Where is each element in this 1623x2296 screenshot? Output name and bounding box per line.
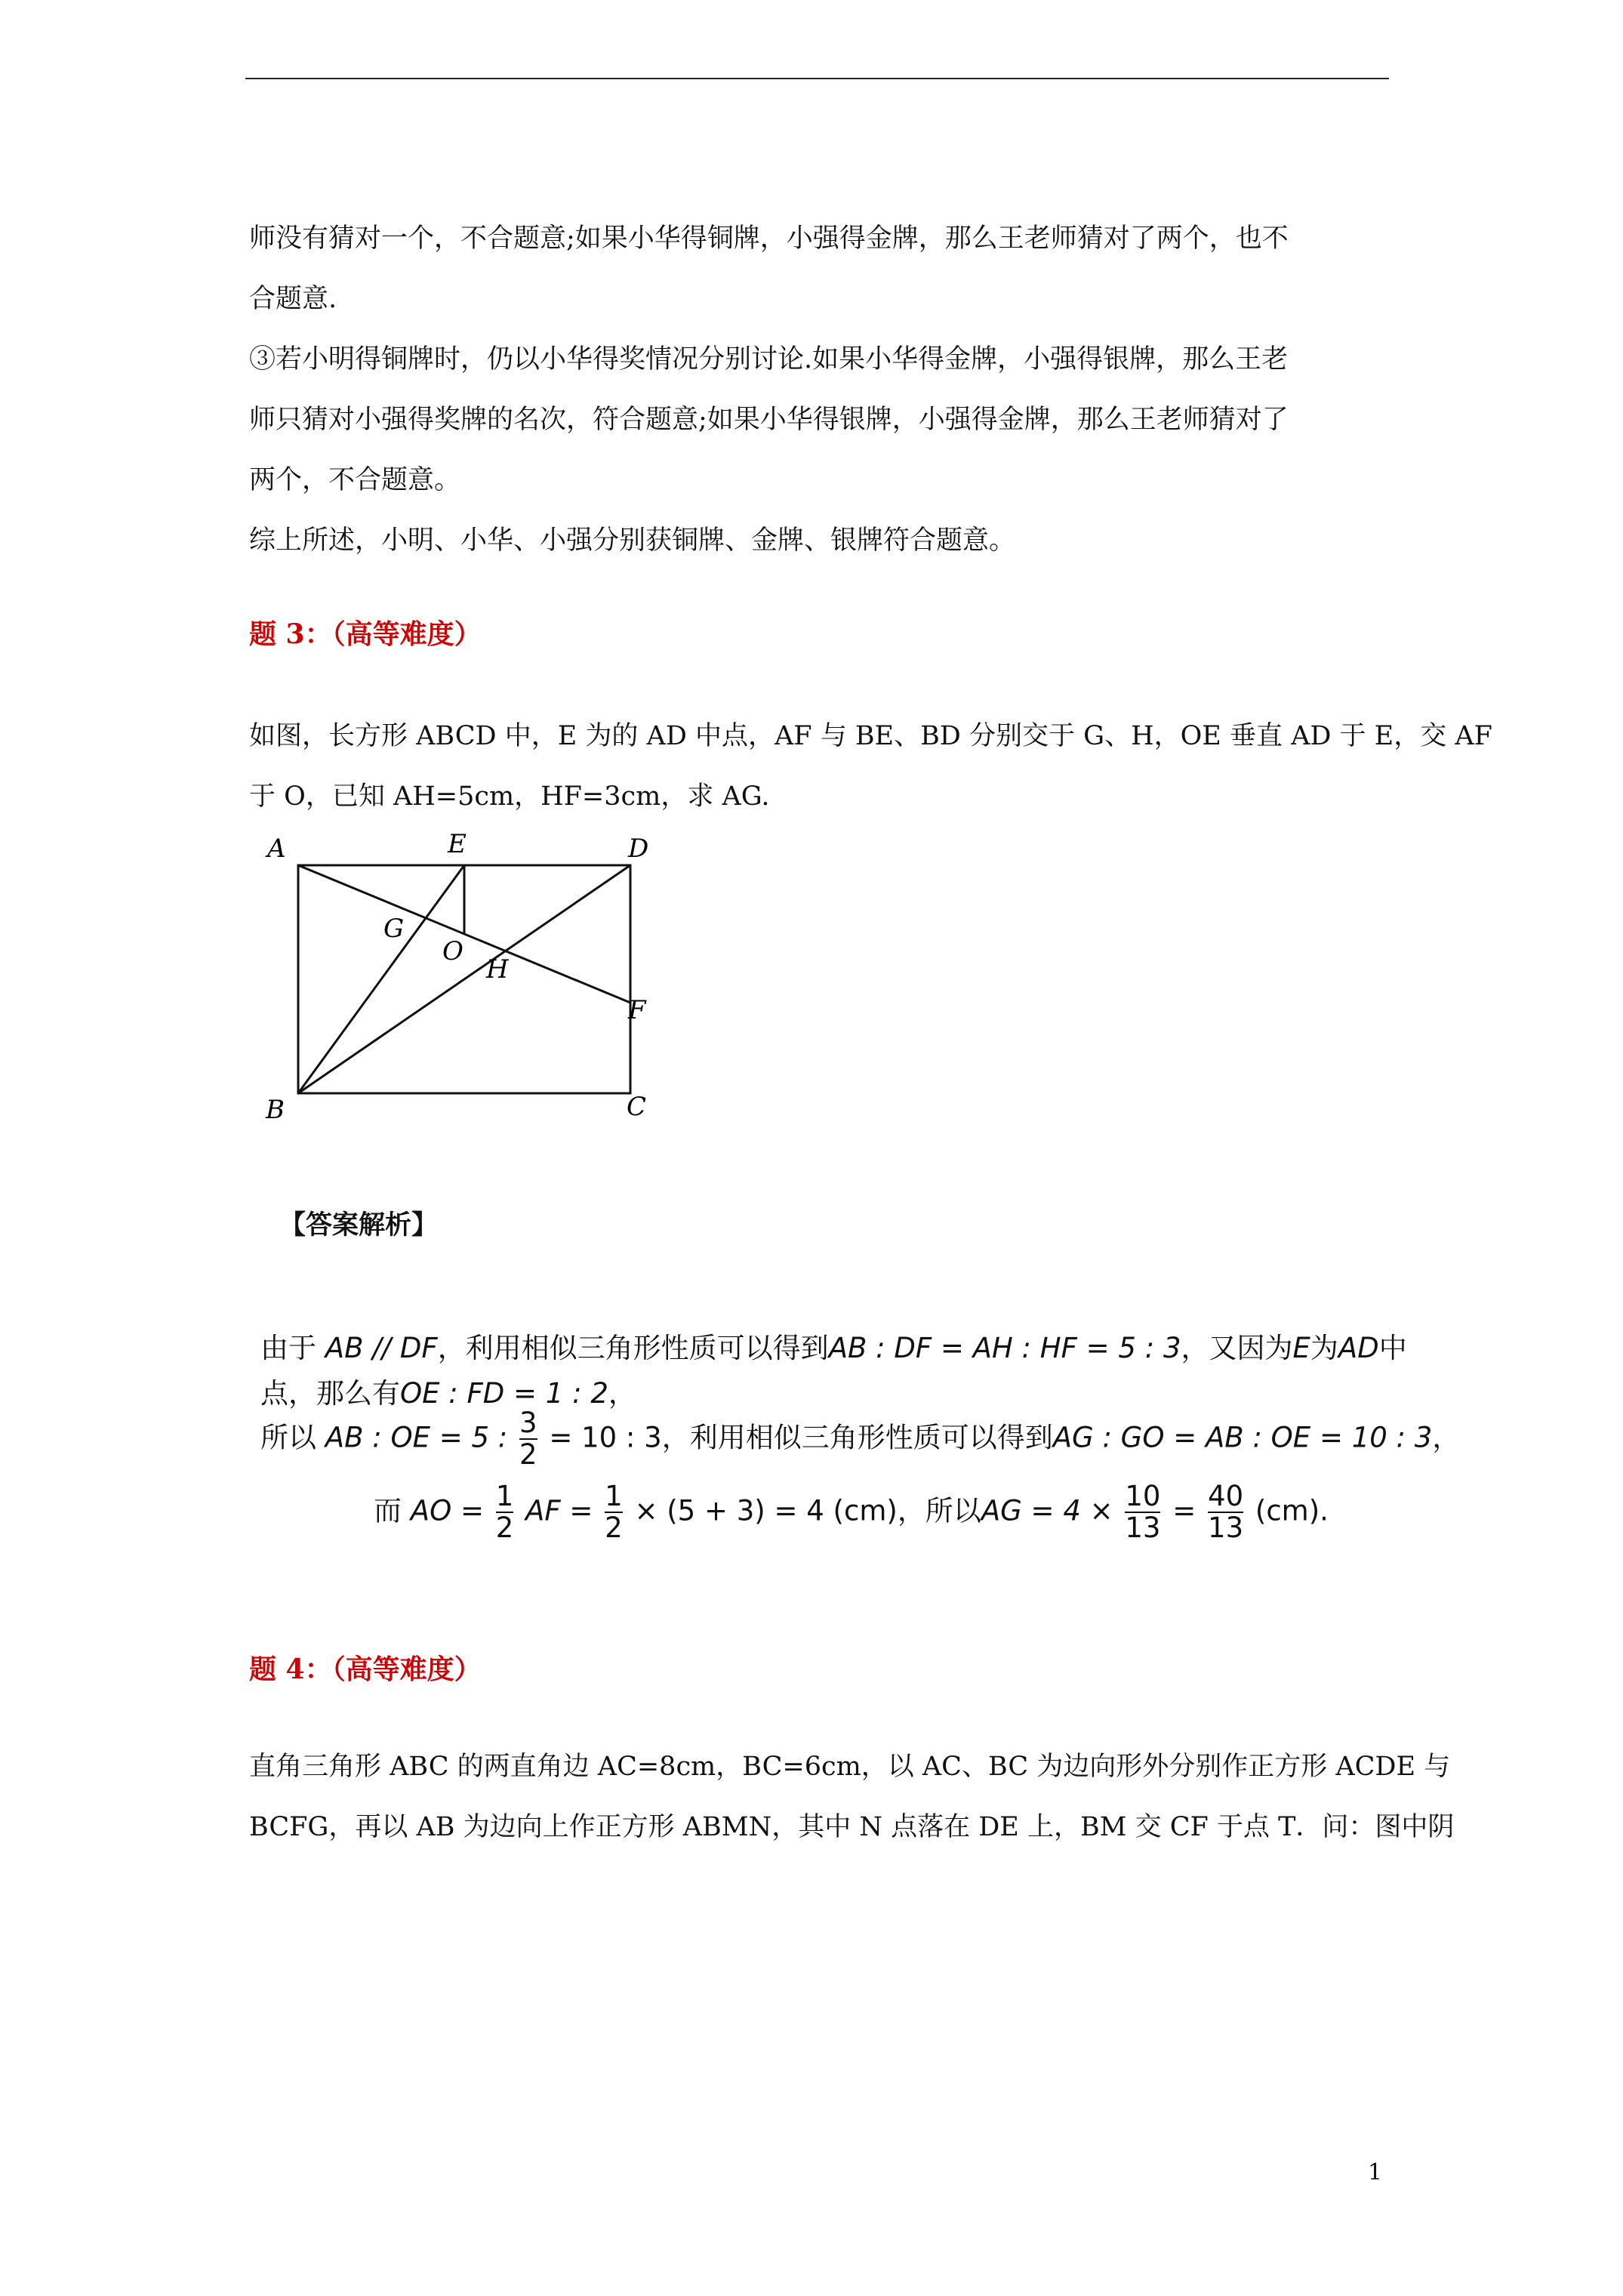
paragraph-line: 综上所述，小明、小华、小强分别获铜牌、金牌、银牌符合题意。	[249, 525, 1016, 556]
page-number: 1	[1368, 2159, 1383, 2186]
fraction: $\frac{10}{13}$	[1125, 1480, 1161, 1544]
problem3-heading: 题 3：（高等难度）	[249, 618, 482, 650]
solution-line-4: 而 AO = $\frac{1}{2}$ AF = $\frac{1}{2}$ × (5 + 3) = 4 (cm)，所以AG = 4 × $\frac{10}{13}$ = $\frac{40}{13}$ (cm).	[374, 1480, 1329, 1544]
problem3-line: 于 O，已知 AH=5cm，HF=3cm，求 AG.	[249, 781, 770, 812]
label-f: F	[628, 995, 646, 1025]
problem3-line: 如图，长方形 ABCD 中，E 为的 AD 中点，AF 与 BE、BD 分别交于 G、H，OE 垂直 AD 于 E，交 AF	[249, 721, 1492, 751]
label-a: A	[267, 834, 286, 864]
paragraph-line: ③若小明得铜牌时，仍以小华得奖情况分别讨论.如果小华得金牌，小强得银牌，那么王老	[249, 344, 1289, 374]
solution-line-1: 由于 AB // DF，利用相似三角形性质可以得到AB : DF = AH : HF = 5 : 3，又因为E为AD中	[260, 1332, 1407, 1364]
paragraph-line: 师没有猜对一个，不合题意;如果小华得铜牌，小强得金牌，那么王老师猜对了两个，也不	[249, 223, 1289, 254]
rectangle-figure	[257, 827, 679, 1129]
paragraph-line: 两个，不合题意。	[249, 465, 461, 495]
label-d: D	[628, 834, 649, 864]
label-b: B	[266, 1095, 285, 1125]
problem4-line: 直角三角形 ABC 的两直角边 AC=8cm，BC=6cm，以 AC、BC 为边向形外分别作正方形 ACDE 与	[249, 1752, 1451, 1782]
label-c: C	[627, 1092, 647, 1122]
label-e: E	[448, 829, 467, 859]
fraction: $\frac{3}{2}$	[519, 1407, 537, 1471]
label-h: H	[486, 954, 509, 985]
solution-line-2: 点，那么有OE : FD = 1 : 2，	[260, 1377, 636, 1410]
paragraph-line: 合题意.	[249, 284, 337, 314]
fraction: $\frac{40}{13}$	[1208, 1480, 1244, 1544]
fraction: $\frac{1}{2}$	[495, 1480, 514, 1544]
label-o: O	[442, 936, 463, 966]
fraction: $\frac{1}{2}$	[605, 1480, 623, 1544]
header-rule	[245, 78, 1389, 79]
problem4-line: BCFG，再以 AB 为边向上作正方形 ABMN，其中 N 点落在 DE 上，BM 交 CF 于点 T．问：图中阴	[249, 1812, 1455, 1842]
answer-label: 【答案解析】	[279, 1210, 439, 1240]
problem4-heading: 题 4：（高等难度）	[249, 1653, 482, 1685]
solution-line-3: 所以 AB : OE = 5 : $\frac{3}{2}$ = 10 : 3，利用相似三角形性质可以得到AG : GO = AB : OE = 10 : 3，	[260, 1407, 1461, 1471]
paragraph-line: 师只猜对小强得奖牌的名次，符合题意;如果小华得银牌，小强得金牌，那么王老师猜对了	[249, 405, 1289, 435]
label-g: G	[383, 914, 405, 944]
